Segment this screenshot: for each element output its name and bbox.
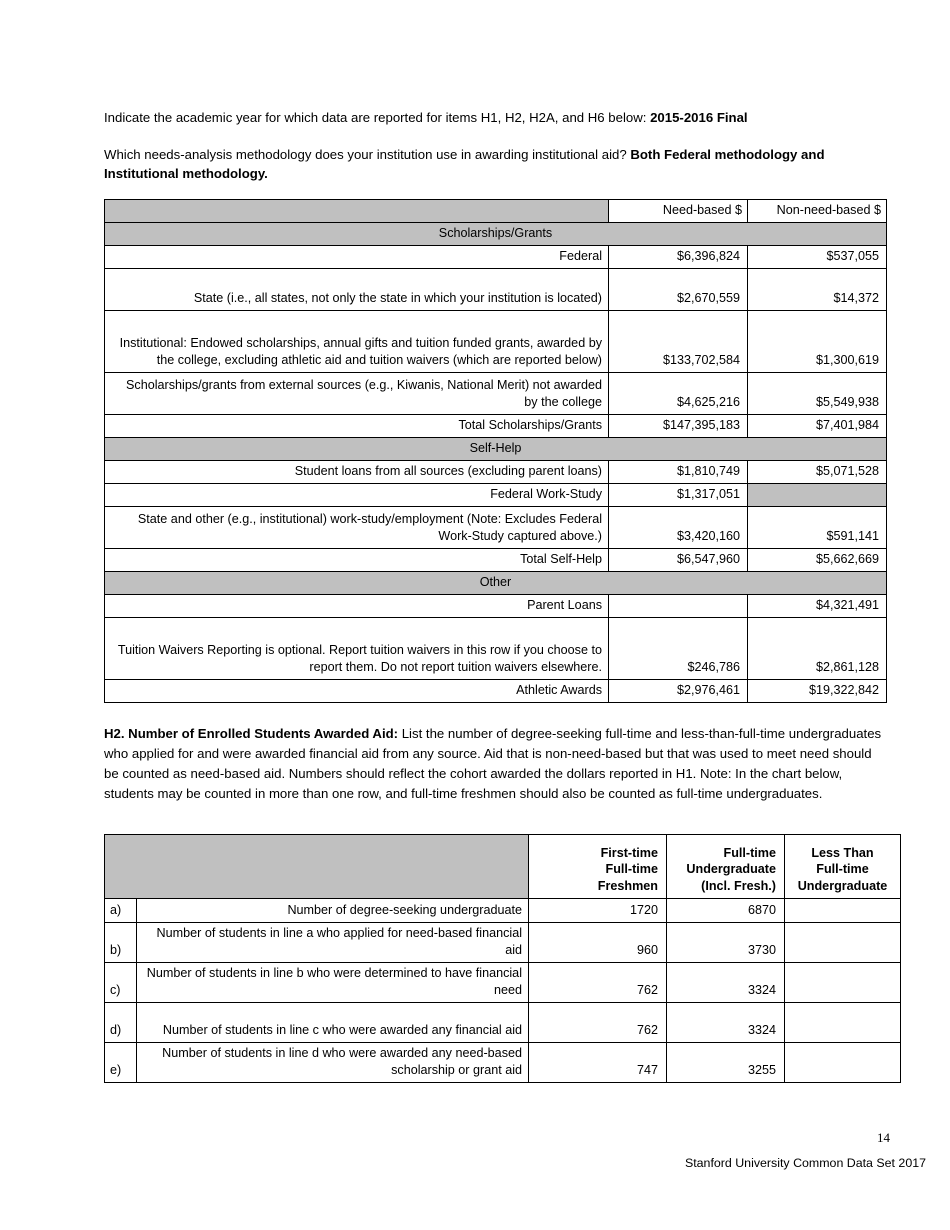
h1-non-need-based-value: $2,861,128 xyxy=(748,618,887,680)
academic-year-value: 2015-2016 Final xyxy=(650,110,748,125)
h1-need-based-value: $1,810,749 xyxy=(609,461,748,484)
table-row xyxy=(105,415,887,438)
h1-row-label: Tuition Waivers Reporting is optional. Report tuition waivers in this row if you choose to report them. Do not report tuition waivers elsewhere. xyxy=(105,618,609,680)
h2-title: H2. Number of Enrolled Students Awarded Aid: xyxy=(104,726,399,742)
h1-row-label: Institutional: Endowed scholarships, annual gifts and tuition funded grants, awarded by the college, excluding athletic aid and tuition waivers (which are reported below) xyxy=(105,311,609,373)
h2-less-than-full-time-undergraduate-value xyxy=(785,922,901,962)
h1-header-need-based: Need-based $ xyxy=(609,200,748,223)
h1-need-based-value xyxy=(609,595,748,618)
page-number: 14 xyxy=(877,1130,890,1145)
h2-enrolled-students-table xyxy=(104,834,901,1083)
h1-non-need-based-value: $537,055 xyxy=(748,246,887,269)
methodology-statement xyxy=(104,145,886,183)
h1-table-body xyxy=(105,223,887,703)
methodology-value: Both Federal methodology and Institutional methodology. xyxy=(104,147,825,182)
h1-section-band-label: Other xyxy=(105,572,887,595)
h1-row-label: State and other (e.g., institutional) work-study/employment (Note: Excludes Federal Work-Study captured above.) xyxy=(105,507,609,549)
h2-first-time-full-time-freshmen-value: 960 xyxy=(529,922,667,962)
h1-financial-aid-table xyxy=(104,199,887,703)
h2-header-row xyxy=(105,834,901,898)
h2-table-body xyxy=(105,898,901,1082)
h2-row-description: Number of students in line b who were determined to have financial need xyxy=(137,962,529,1002)
h1-need-based-value: $6,396,824 xyxy=(609,246,748,269)
h1-non-need-based-value: $591,141 xyxy=(748,507,887,549)
h1-header-row xyxy=(105,200,887,223)
h2-first-time-full-time-freshmen-value: 762 xyxy=(529,1002,667,1042)
h2-full-time-undergraduate-value: 3255 xyxy=(667,1042,785,1082)
h1-need-based-value: $1,317,051 xyxy=(609,484,748,507)
h1-row-label: Scholarships/grants from external sources (e.g., Kiwanis, National Merit) not awarded by the college xyxy=(105,373,609,415)
h1-non-need-based-value xyxy=(748,484,887,507)
table-row xyxy=(105,962,901,1002)
h1-need-based-value: $4,625,216 xyxy=(609,373,748,415)
h1-need-based-value: $2,670,559 xyxy=(609,269,748,311)
h2-first-time-full-time-freshmen-value: 762 xyxy=(529,962,667,1002)
h1-non-need-based-value: $7,401,984 xyxy=(748,415,887,438)
h2-row-key: d) xyxy=(105,1002,137,1042)
h1-row-label: Federal Work-Study xyxy=(105,484,609,507)
h2-header-less-than-full-time-undergraduate: Less Than Full-time Undergraduate xyxy=(785,834,901,898)
table-row xyxy=(105,922,901,962)
h2-row-description: Number of students in line a who applied for need-based financial aid xyxy=(137,922,529,962)
h2-row-description: Number of students in line d who were awarded any need-based scholarship or grant aid xyxy=(137,1042,529,1082)
h2-header-blank xyxy=(105,834,529,898)
h1-row-label: Athletic Awards xyxy=(105,680,609,703)
table-row xyxy=(105,373,887,415)
table-row xyxy=(105,269,887,311)
h2-body-text: List the number of degree-seeking full-time and less-than-full-time undergraduates who applied for and were awarded financial aid from any source. Aid that is non-need-based but that was used to meet need should be counted as need-based aid. Numbers should reflect the cohort awarded the dollars reported in H1. Note: In the chart below, students may be counted in more than one row, and full-time freshmen should also be counted as full-time undergraduates. xyxy=(104,726,882,801)
h2-table-head xyxy=(105,834,901,898)
h1-table-head xyxy=(105,200,887,223)
h1-need-based-value: $2,976,461 xyxy=(609,680,748,703)
h1-section-band-row xyxy=(105,223,887,246)
academic-year-statement xyxy=(104,108,886,127)
table-row xyxy=(105,898,901,922)
h1-need-based-value: $133,702,584 xyxy=(609,311,748,373)
h1-need-based-value: $3,420,160 xyxy=(609,507,748,549)
h2-row-key: b) xyxy=(105,922,137,962)
h2-row-key: e) xyxy=(105,1042,137,1082)
h1-section-band-row xyxy=(105,572,887,595)
table-row xyxy=(105,1002,901,1042)
h1-row-label: Student loans from all sources (excluding parent loans) xyxy=(105,461,609,484)
h1-row-label: Federal xyxy=(105,246,609,269)
h1-header-non-need-based: Non-need-based $ xyxy=(748,200,887,223)
h2-first-time-full-time-freshmen-value: 1720 xyxy=(529,898,667,922)
h2-full-time-undergraduate-value: 3730 xyxy=(667,922,785,962)
table-row xyxy=(105,549,887,572)
h1-non-need-based-value: $1,300,619 xyxy=(748,311,887,373)
h2-less-than-full-time-undergraduate-value xyxy=(785,962,901,1002)
h2-header-first-time-full-time-freshmen: First-time Full-time Freshmen xyxy=(529,834,667,898)
table-row xyxy=(105,246,887,269)
footer-note: Stanford University Common Data Set 2017 xyxy=(684,1156,926,1170)
table-row xyxy=(105,595,887,618)
h2-less-than-full-time-undergraduate-value xyxy=(785,1002,901,1042)
h2-description xyxy=(104,724,886,803)
methodology-label: Which needs-analysis methodology does your institution use in awarding institutional aid? xyxy=(104,147,631,163)
h2-less-than-full-time-undergraduate-value xyxy=(785,1042,901,1082)
table-row xyxy=(105,1042,901,1082)
h2-header-full-time-undergraduate: Full-time Undergraduate (Incl. Fresh.) xyxy=(667,834,785,898)
h1-non-need-based-value: $5,071,528 xyxy=(748,461,887,484)
table-row xyxy=(105,311,887,373)
table-row xyxy=(105,680,887,703)
h2-full-time-undergraduate-value: 3324 xyxy=(667,962,785,1002)
table-row xyxy=(105,461,887,484)
h1-section-band-label: Self-Help xyxy=(105,438,887,461)
h1-section-band-row xyxy=(105,438,887,461)
page-content xyxy=(104,108,886,1083)
h2-full-time-undergraduate-value: 3324 xyxy=(667,1002,785,1042)
h1-non-need-based-value: $5,549,938 xyxy=(748,373,887,415)
h2-full-time-undergraduate-value: 6870 xyxy=(667,898,785,922)
h2-less-than-full-time-undergraduate-value xyxy=(785,898,901,922)
h2-first-time-full-time-freshmen-value: 747 xyxy=(529,1042,667,1082)
h1-section-band-label: Scholarships/Grants xyxy=(105,223,887,246)
h1-row-label: State (i.e., all states, not only the state in which your institution is located) xyxy=(105,269,609,311)
table-row xyxy=(105,618,887,680)
h2-row-description: Number of students in line c who were awarded any financial aid xyxy=(137,1002,529,1042)
h2-row-key: c) xyxy=(105,962,137,1002)
h1-non-need-based-value: $4,321,491 xyxy=(748,595,887,618)
h1-need-based-value: $246,786 xyxy=(609,618,748,680)
h1-non-need-based-value: $5,662,669 xyxy=(748,549,887,572)
table-row xyxy=(105,484,887,507)
table-row xyxy=(105,507,887,549)
h1-row-label: Parent Loans xyxy=(105,595,609,618)
h1-need-based-value: $6,547,960 xyxy=(609,549,748,572)
h1-non-need-based-value: $14,372 xyxy=(748,269,887,311)
h1-non-need-based-value: $19,322,842 xyxy=(748,680,887,703)
h2-row-description: Number of degree-seeking undergraduate xyxy=(137,898,529,922)
h1-row-label: Total Scholarships/Grants xyxy=(105,415,609,438)
h1-need-based-value: $147,395,183 xyxy=(609,415,748,438)
h2-row-key: a) xyxy=(105,898,137,922)
academic-year-label: Indicate the academic year for which data are reported for items H1, H2, H2A, and H6 below: xyxy=(104,110,651,125)
h1-header-blank xyxy=(105,200,609,223)
h1-row-label: Total Self-Help xyxy=(105,549,609,572)
